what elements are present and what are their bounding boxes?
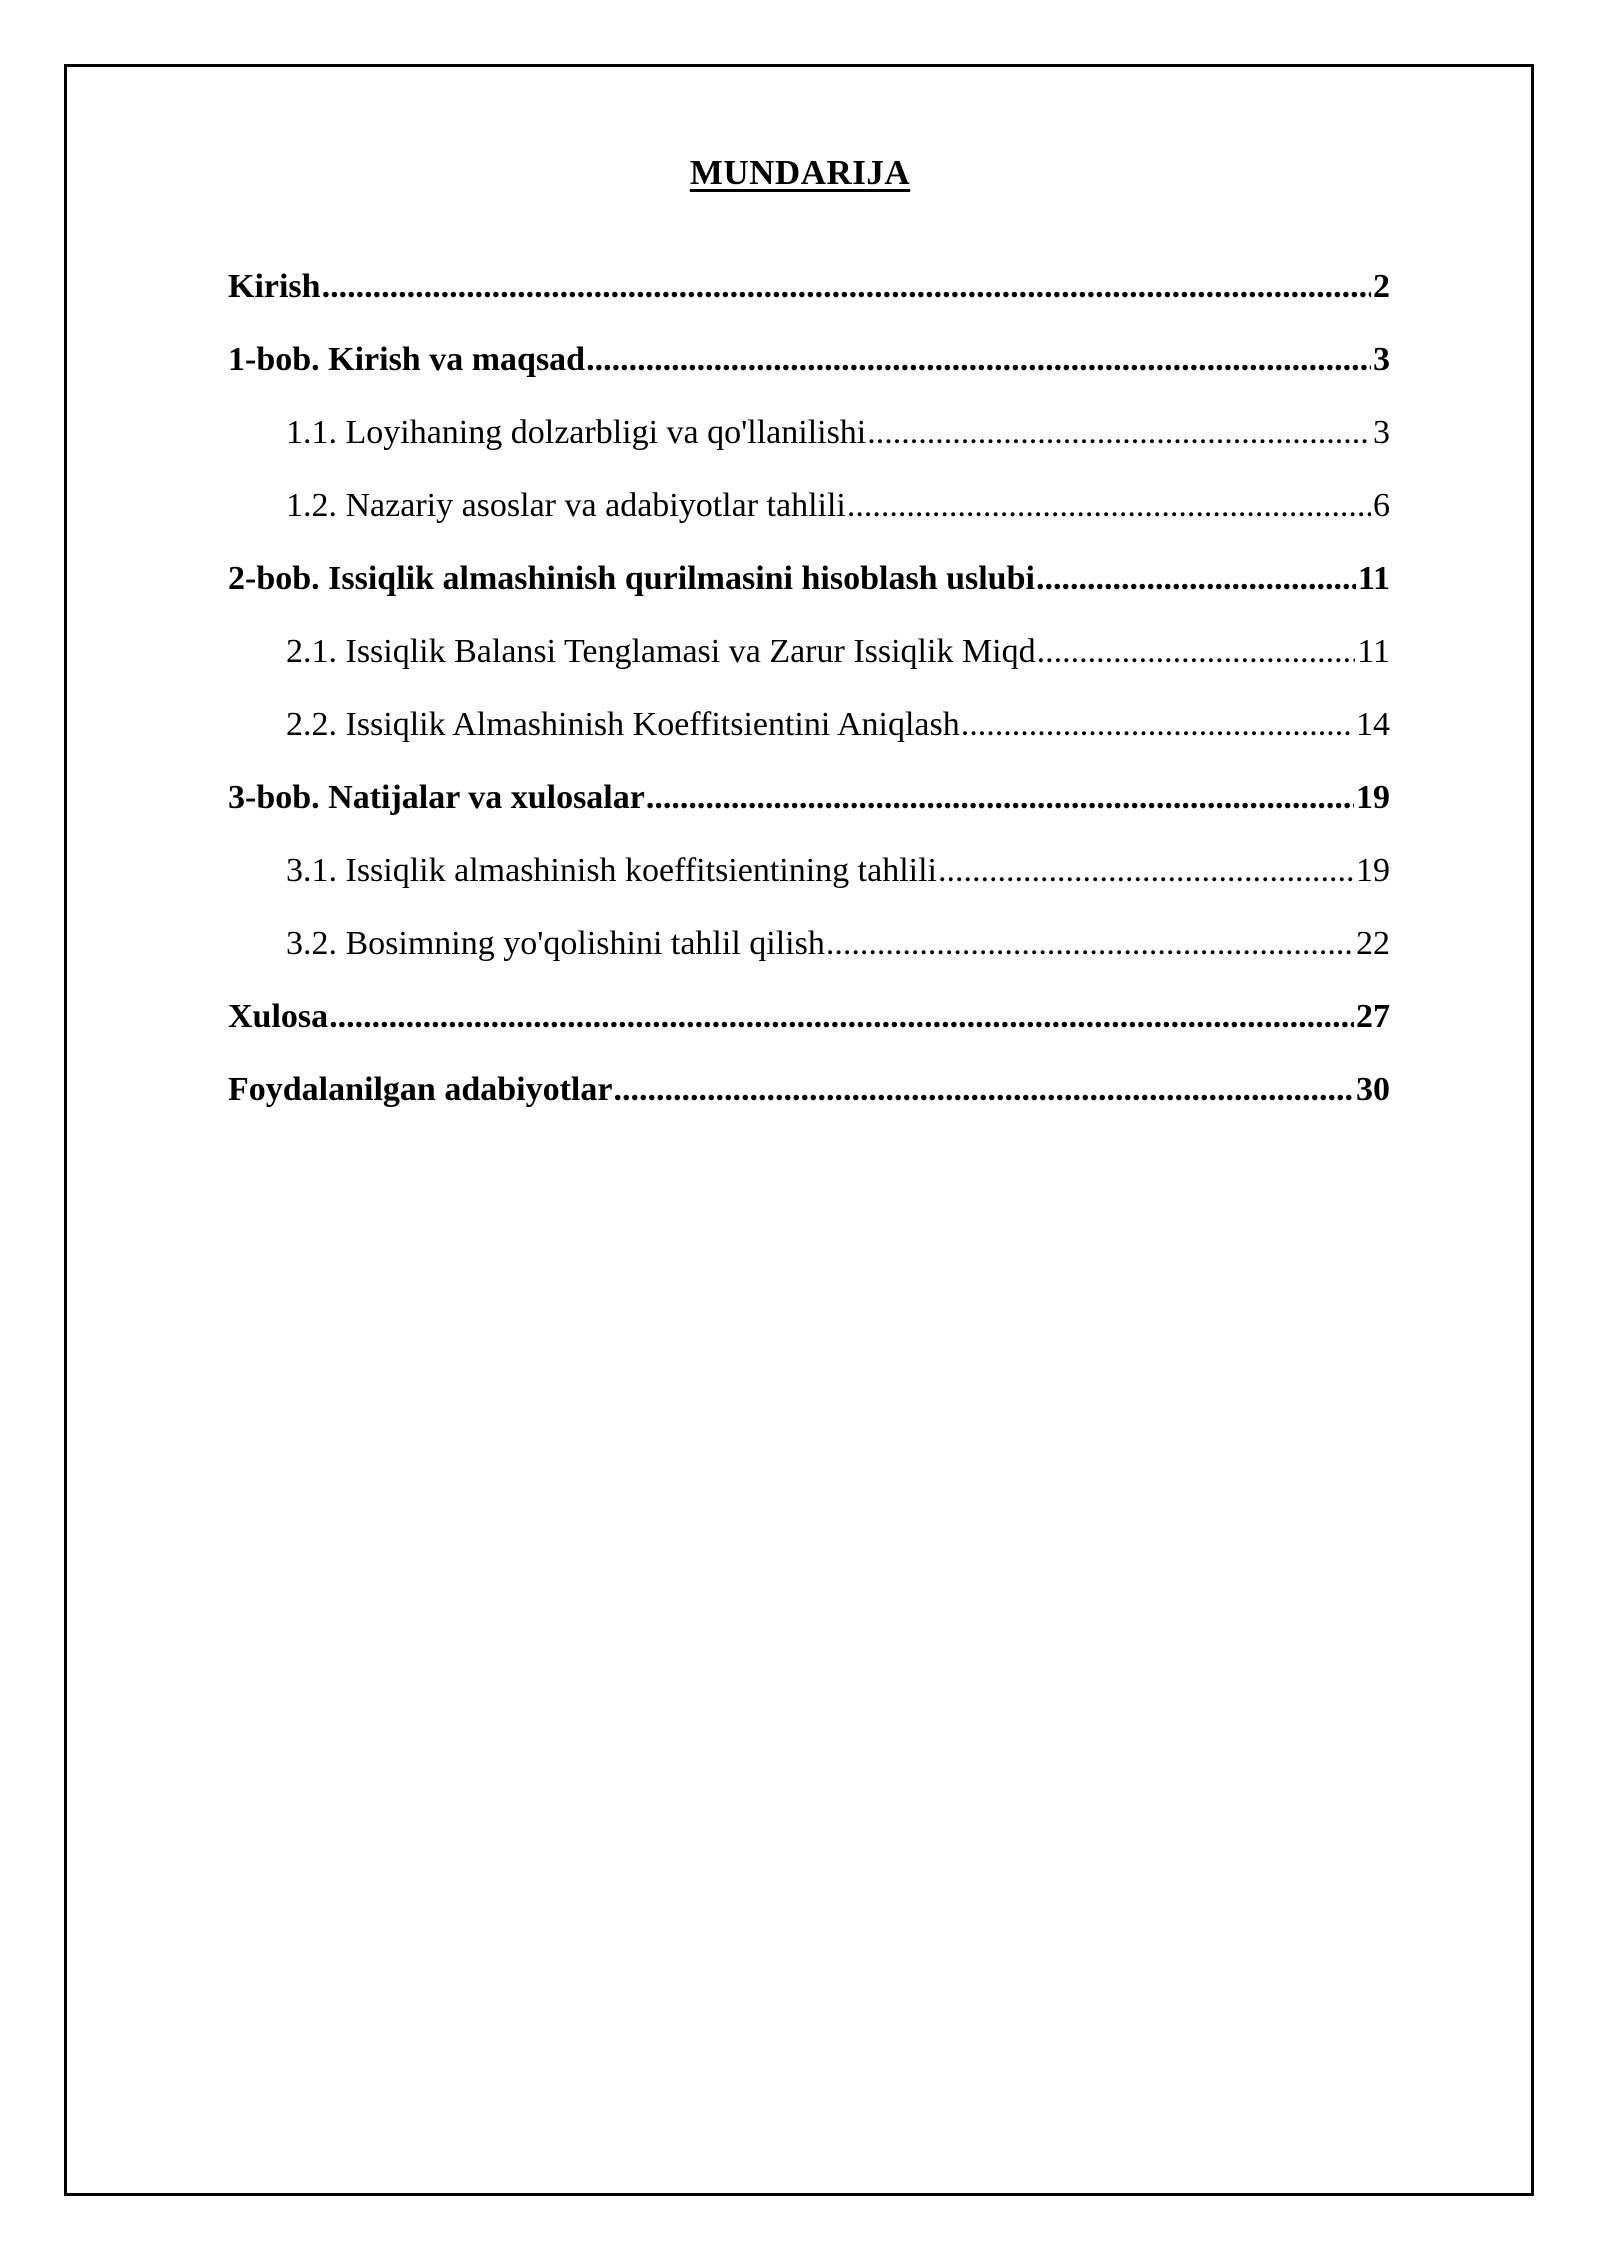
toc-entry-page: 22	[1356, 925, 1390, 962]
toc-entry-kirish[interactable]	[228, 262, 1390, 335]
toc-dot-leader	[646, 773, 1354, 823]
toc-dot-leader	[961, 700, 1354, 750]
toc-entry-label: Xulosa	[228, 998, 329, 1035]
toc-entry-references[interactable]	[228, 1065, 1390, 1138]
toc-entry-page: 3	[1373, 414, 1390, 451]
toc-dot-leader	[329, 992, 1354, 1042]
toc-entry-label: 2.1. Issiqlik Balansi Tenglamasi va Zarur Issiqlik Miqd	[286, 633, 1036, 670]
toc-entry-section-2-2[interactable]	[228, 700, 1390, 773]
toc-entry-label: Kirish	[228, 268, 321, 305]
toc-dot-leader	[867, 408, 1371, 458]
toc-entry-label: 1.1. Loyihaning dolzarbligi va qo'llanilishi	[286, 414, 867, 451]
toc-entry-page: 6	[1373, 487, 1390, 524]
toc-entry-section-1-1[interactable]	[228, 408, 1390, 481]
toc-dot-leader	[322, 262, 1371, 312]
toc-entry-section-3-2[interactable]	[228, 919, 1390, 992]
toc-entry-page: 2	[1373, 268, 1390, 305]
toc-entry-label: 3.1. Issiqlik almashinish koeffitsientining tahlili	[286, 852, 937, 889]
toc-entry-page: 11	[1357, 633, 1390, 670]
toc-entry-xulosa[interactable]	[228, 992, 1390, 1065]
toc-entry-label: 2.2. Issiqlik Almashinish Koeffitsientini Aniqlash	[286, 706, 960, 743]
toc-entry-section-3-1[interactable]	[228, 846, 1390, 919]
toc-entry-chapter-3[interactable]	[228, 773, 1390, 846]
toc-entry-chapter-1[interactable]	[228, 335, 1390, 408]
toc-entry-page: 14	[1356, 706, 1390, 743]
toc-dot-leader	[938, 846, 1354, 896]
toc-entry-section-1-2[interactable]	[228, 481, 1390, 554]
toc-entry-page: 3	[1373, 341, 1390, 378]
toc-dot-leader	[847, 481, 1371, 531]
toc-entry-label: 1-bob. Kirish va maqsad	[228, 341, 586, 378]
toc-entry-label: 1.2. Nazariy asoslar va adabiyotlar tahlili	[286, 487, 846, 524]
toc-dot-leader	[826, 919, 1354, 969]
toc-entry-page: 19	[1356, 852, 1390, 889]
toc-entry-chapter-2[interactable]	[228, 554, 1390, 627]
toc-entry-label: 3.2. Bosimning yo'qolishini tahlil qilish	[286, 925, 825, 962]
toc-dot-leader	[613, 1065, 1354, 1115]
toc-dot-leader	[1036, 554, 1356, 604]
toc-entry-page: 27	[1356, 998, 1390, 1035]
toc-entry-page: 19	[1356, 779, 1390, 816]
toc-entry-label: Foydalanilgan adabiyotlar	[228, 1071, 613, 1108]
table-of-contents	[228, 262, 1390, 1138]
toc-entry-section-2-1[interactable]	[228, 627, 1390, 700]
toc-entry-label: 3-bob. Natijalar va xulosalar	[228, 779, 645, 816]
toc-entry-page: 30	[1356, 1071, 1390, 1108]
page-title: MUNDARIJA	[689, 153, 911, 192]
toc-dot-leader	[1037, 627, 1356, 677]
toc-entry-page: 11	[1357, 560, 1390, 597]
toc-entry-label: 2-bob. Issiqlik almashinish qurilmasini hisoblash uslubi	[228, 560, 1035, 597]
toc-dot-leader	[586, 335, 1371, 385]
